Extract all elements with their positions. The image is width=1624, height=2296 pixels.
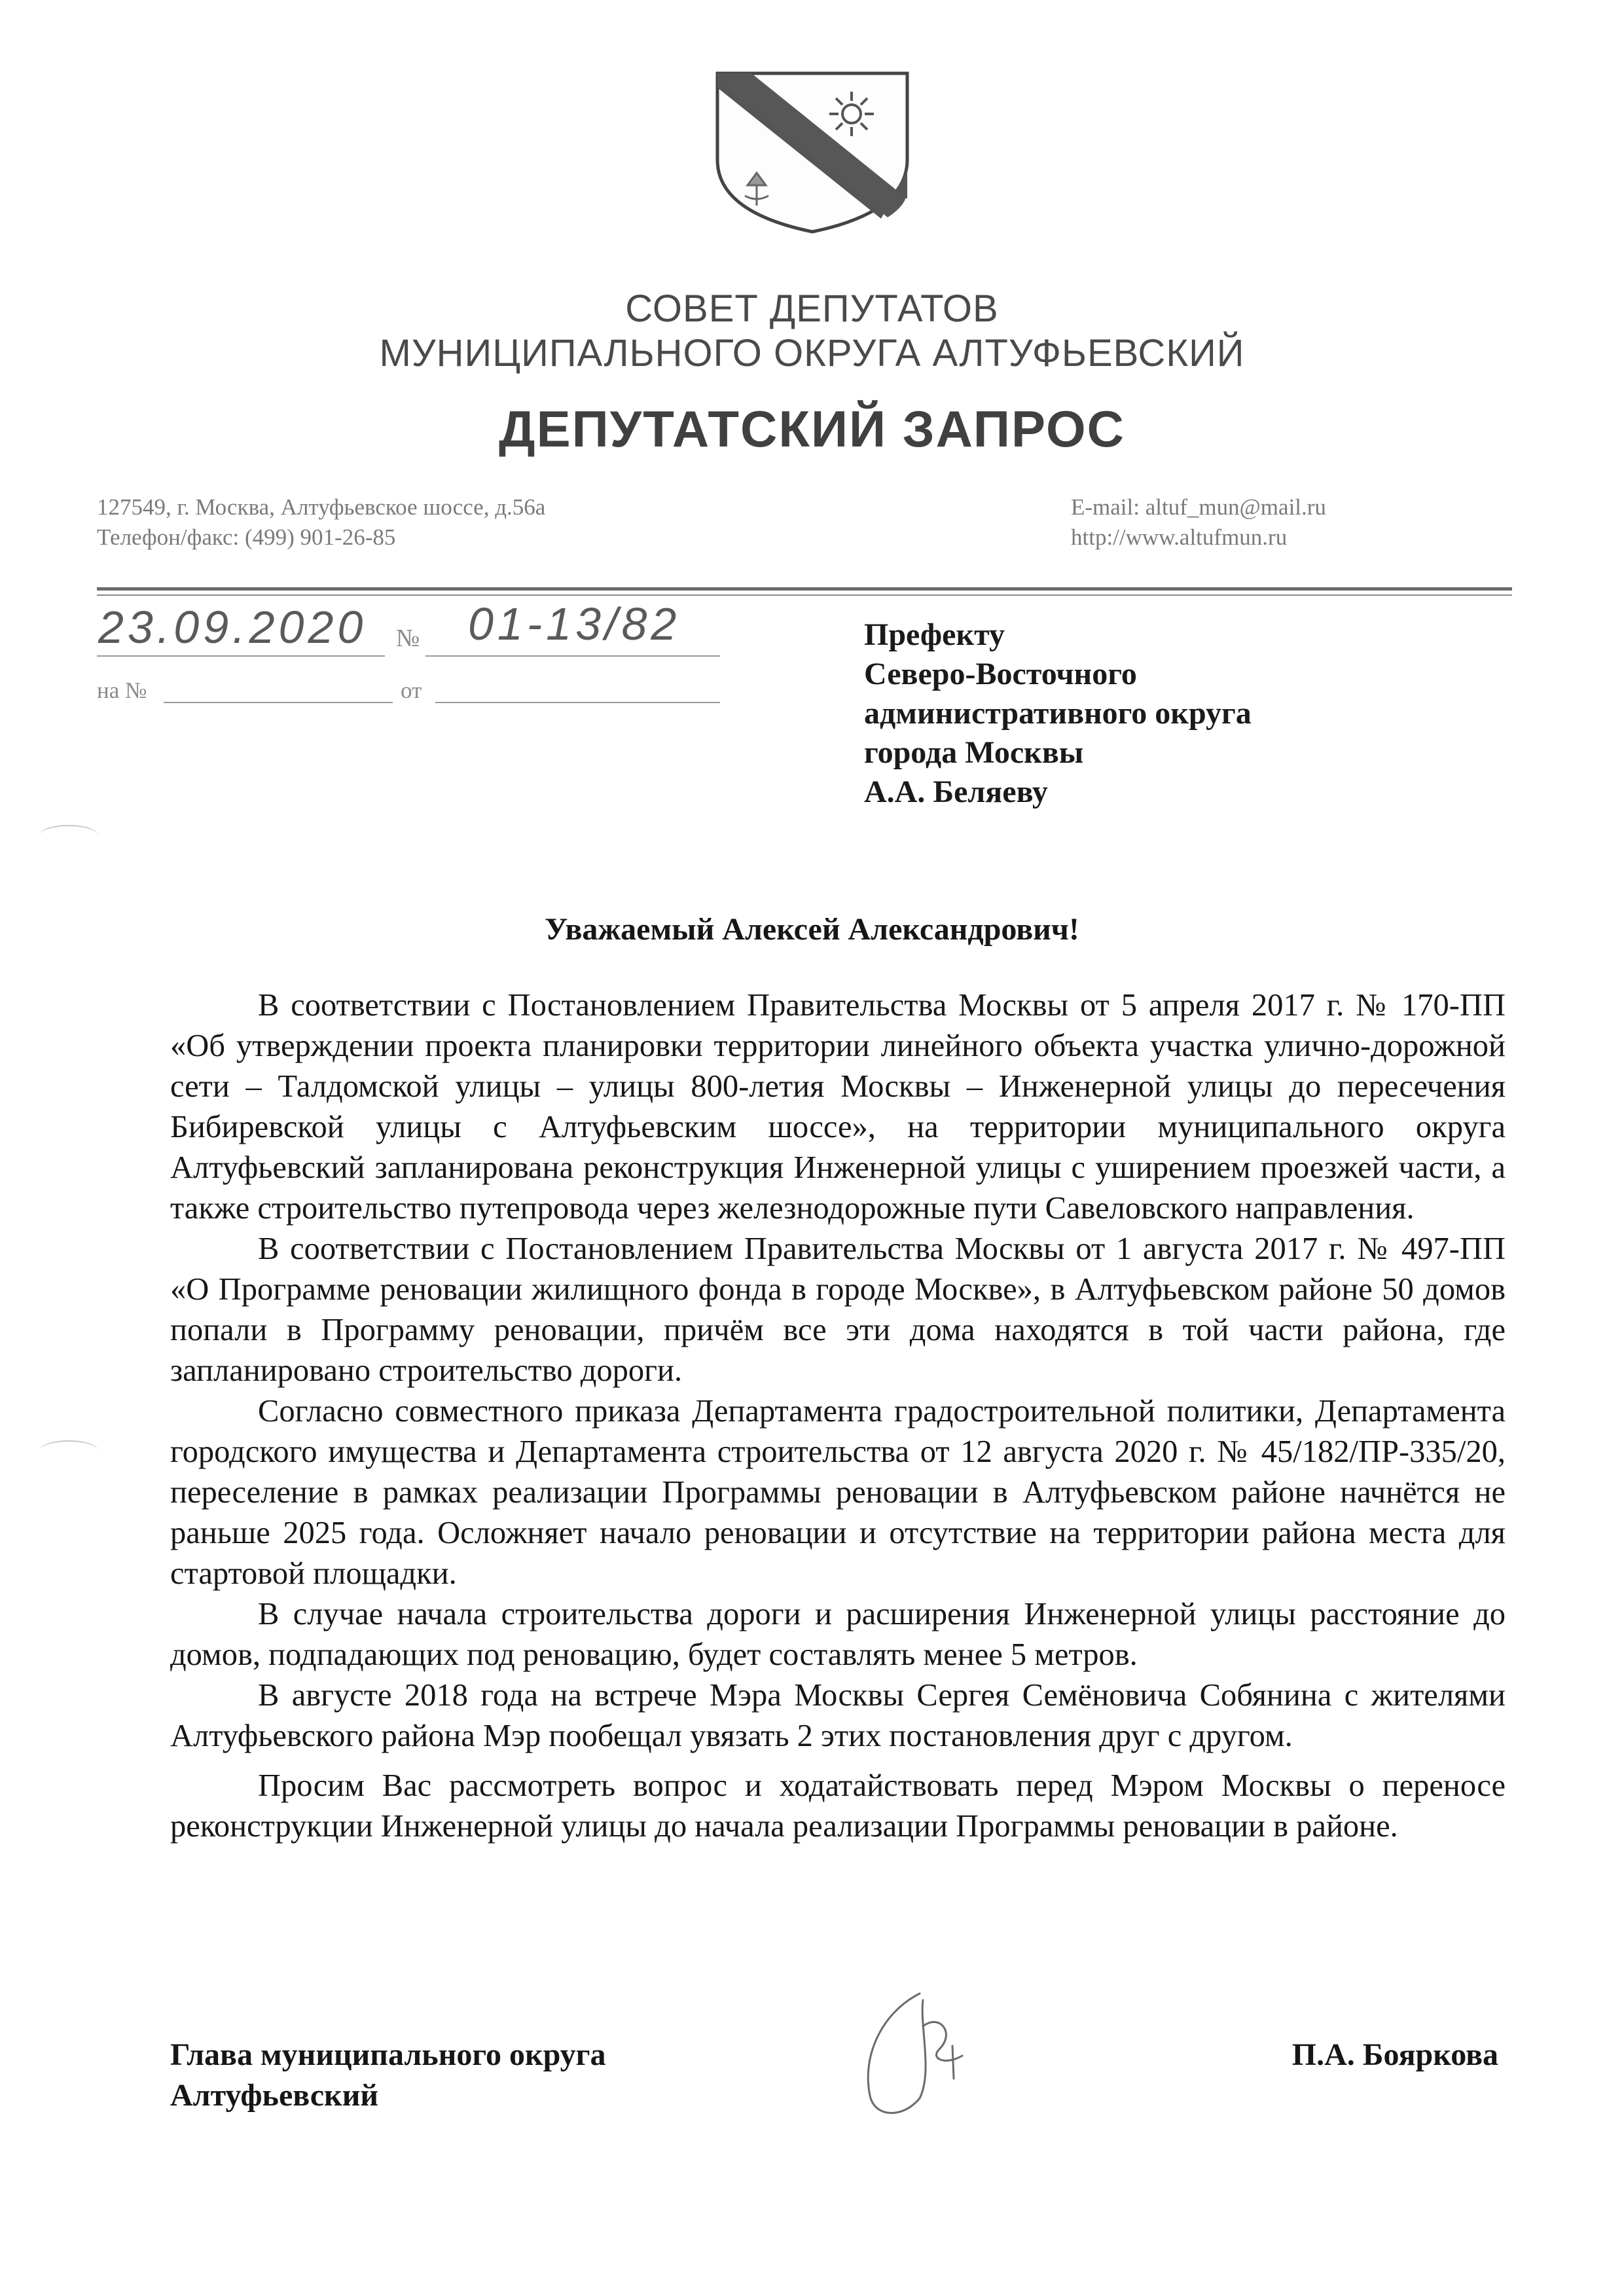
header-divider	[97, 587, 1512, 591]
signatory-title-line: Глава муниципального округа	[170, 2037, 606, 2072]
reference-number-label: на №	[97, 678, 147, 703]
document-type-title: ДЕПУТАТСКИЙ ЗАПРОС	[499, 400, 1125, 458]
addressee-line: административного округа	[864, 696, 1252, 731]
header-divider-thin	[97, 594, 1512, 596]
greeting: Уважаемый Алексей Александрович!	[545, 912, 1079, 947]
date-underline	[97, 655, 385, 657]
reference-date-blank	[435, 702, 720, 703]
handwritten-signature	[841, 1987, 992, 2124]
number-label: №	[396, 625, 420, 652]
document-number: 01-13/82	[468, 598, 681, 649]
body-paragraph: В случае начала строительства дороги и расширения Инженерной улицы расстояние до домов, подпадающих под реновацию, будет составлять менее 5 метров.	[170, 1597, 1506, 1672]
number-underline	[425, 655, 720, 657]
website-text: http://www.altufmun.ru	[1071, 524, 1288, 550]
addressee-name: А.А. Беляеву	[864, 774, 1048, 809]
body-paragraph: В соответствии с Постановлением Правительства Москвы от 5 апреля 2017 г. № 170-ПП «Об утверждении проекта планировки территории линейного объекта участка улично-дорожной сети – Талдомской улицы – улицы 800-летия Москвы – Инженерной улицы до пересечения Бибиревской улицы с Алтуфьевским шоссе», на территории муниципального округа Алтуфьевский запланирована реконструкция Инженерной улицы с уширением проезжей части, а также строительство путепровода через железнодорожные пути Савеловского направления.	[170, 988, 1506, 1226]
email-text: E-mail: altuf_mun@mail.ru	[1071, 494, 1326, 520]
letter-body	[170, 985, 1506, 1847]
scan-mark	[39, 825, 98, 846]
body-paragraph: Согласно совместного приказа Департамента градостроительной политики, Департамента городского имущества и Департамента строительства от 12 августа 2020 г. № 45/182/ПР-335/20, переселение в рамках реализации Программы реновации в Алтуфьевском районе начнётся не раньше 2025 года. Осложняет начало реновации и отсутствие на территории района места для стартовой площадки.	[170, 1394, 1506, 1591]
address-text: 127549, г. Москва, Алтуфьевское шоссе, д.56а	[97, 494, 546, 520]
coat-of-arms-emblem	[711, 68, 914, 235]
addressee-line: города Москвы	[864, 735, 1084, 770]
signatory-title	[170, 2035, 605, 2116]
body-paragraph: В августе 2018 года на встрече Мэра Москвы Сергея Семёновича Собянина с жителями Алтуфьевского района Мэр пообещал увязать 2 этих постановления друг с другом.	[170, 1678, 1506, 1753]
organization-name: СОВЕТ ДЕПУТАТОВ	[625, 287, 999, 330]
addressee-line: Префекту	[864, 617, 1005, 652]
body-paragraph: Просим Вас рассмотреть вопрос и ходатайствовать перед Мэром Москвы о переносе реконструкции Инженерной улицы до начала реализации Программы реновации в районе.	[170, 1768, 1506, 1844]
signatory-title-line: Алтуфьевский	[170, 2078, 379, 2113]
reference-number-blank	[164, 702, 393, 703]
phone-text: Телефон/факс: (499) 901-26-85	[97, 524, 396, 550]
addressee-line: Северо-Восточного	[864, 657, 1137, 691]
document-date: 23.09.2020	[98, 602, 367, 653]
signatory-name: П.А. Бояркова	[1291, 2037, 1498, 2072]
organization-subtitle: МУНИЦИПАЛЬНОГО ОКРУГА АЛТУФЬЕВСКИЙ	[379, 332, 1245, 374]
body-paragraph: В соответствии с Постановлением Правительства Москвы от 1 августа 2017 г. № 497-ПП «О Программе реновации жилищного фонда в городе Москве», в Алтуфьевском районе 50 домов попали в Программу реновации, причём все эти дома находятся в той части района, где запланировано строительство дороги.	[170, 1231, 1506, 1388]
scan-mark	[39, 1440, 98, 1461]
addressee-block	[864, 615, 1519, 812]
reference-date-label: от	[401, 678, 422, 703]
